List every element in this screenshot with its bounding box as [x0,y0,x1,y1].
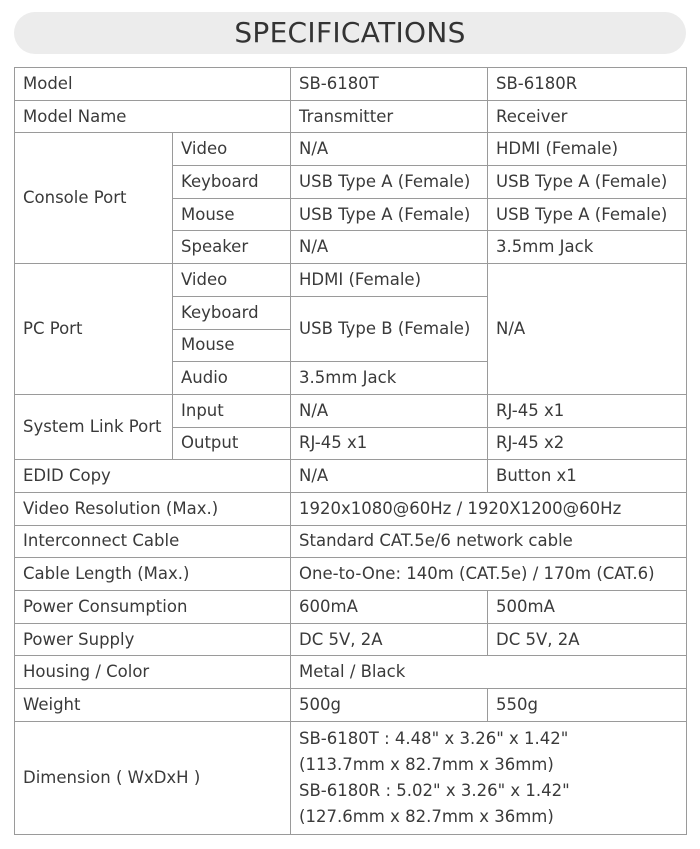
sub-label: Keyboard [173,296,291,329]
sub-label: Mouse [173,329,291,362]
specifications-table [14,67,687,835]
table-row [15,460,687,493]
shared-value: 1920x1080@60Hz / 1920X1200@60Hz [291,492,687,525]
row-label: Housing / Color [15,656,291,689]
table-row [15,264,687,297]
receiver-value: 500mA [488,591,687,624]
receiver-value: SB-6180R [488,68,687,101]
dimension-line: (113.7mm x 82.7mm x 36mm) [299,754,554,774]
sub-label: Audio [173,362,291,395]
receiver-value: RJ-45 x2 [488,427,687,460]
receiver-value: N/A [488,264,687,395]
row-label: Model Name [15,100,291,133]
receiver-value: Button x1 [488,460,687,493]
title-banner [14,12,686,54]
transmitter-value: 600mA [291,591,488,624]
transmitter-value: RJ-45 x1 [291,427,488,460]
transmitter-value: SB-6180T [291,68,488,101]
transmitter-value: DC 5V, 2A [291,623,488,656]
receiver-value: 3.5mm Jack [488,231,687,264]
sub-label: Video [173,264,291,297]
row-label: EDID Copy [15,460,291,493]
row-label: Video Resolution (Max.) [15,492,291,525]
group-label-pc-port: PC Port [15,264,173,395]
table-row [15,394,687,427]
sub-label: Input [173,394,291,427]
transmitter-value: USB Type A (Female) [291,198,488,231]
transmitter-value: USB Type B (Female) [291,296,488,361]
shared-value: Standard CAT.5e/6 network cable [291,525,687,558]
receiver-value: 550g [488,689,687,722]
table-row [15,721,687,834]
row-label: Interconnect Cable [15,525,291,558]
group-label-system-link-port: System Link Port [15,394,173,459]
table-row [15,656,687,689]
table-row [15,591,687,624]
transmitter-value: 3.5mm Jack [291,362,488,395]
table-row [15,100,687,133]
transmitter-value: Transmitter [291,100,488,133]
table-row [15,68,687,101]
row-label: Weight [15,689,291,722]
dimension-line: SB-6180T : 4.48" x 3.26" x 1.42" [299,728,569,748]
row-label: Power Consumption [15,591,291,624]
transmitter-value: N/A [291,394,488,427]
dimension-line: (127.6mm x 82.7mm x 36mm) [299,806,554,826]
transmitter-value: 500g [291,689,488,722]
transmitter-value: N/A [291,460,488,493]
row-label: Model [15,68,291,101]
receiver-value: Receiver [488,100,687,133]
receiver-value: USB Type A (Female) [488,198,687,231]
dimension-values [291,721,687,834]
table-row [15,558,687,591]
table-row [15,689,687,722]
receiver-value: DC 5V, 2A [488,623,687,656]
transmitter-value: N/A [291,231,488,264]
receiver-value: RJ-45 x1 [488,394,687,427]
transmitter-value: HDMI (Female) [291,264,488,297]
shared-value: Metal / Black [291,656,687,689]
table-row [15,623,687,656]
receiver-value: USB Type A (Female) [488,166,687,199]
receiver-value: HDMI (Female) [488,133,687,166]
row-label: Dimension ( WxDxH ) [15,721,291,834]
row-label: Cable Length (Max.) [15,558,291,591]
table-row [15,133,687,166]
transmitter-value: USB Type A (Female) [291,166,488,199]
shared-value: One-to-One: 140m (CAT.5e) / 170m (CAT.6) [291,558,687,591]
sub-label: Keyboard [173,166,291,199]
table-row [15,492,687,525]
group-label-console-port: Console Port [15,133,173,264]
table-row [15,525,687,558]
transmitter-value: N/A [291,133,488,166]
row-label: Power Supply [15,623,291,656]
sub-label: Mouse [173,198,291,231]
page-title: SPECIFICATIONS [234,16,466,49]
sub-label: Output [173,427,291,460]
sub-label: Video [173,133,291,166]
sub-label: Speaker [173,231,291,264]
dimension-line: SB-6180R : 5.02" x 3.26" x 1.42" [299,780,570,800]
